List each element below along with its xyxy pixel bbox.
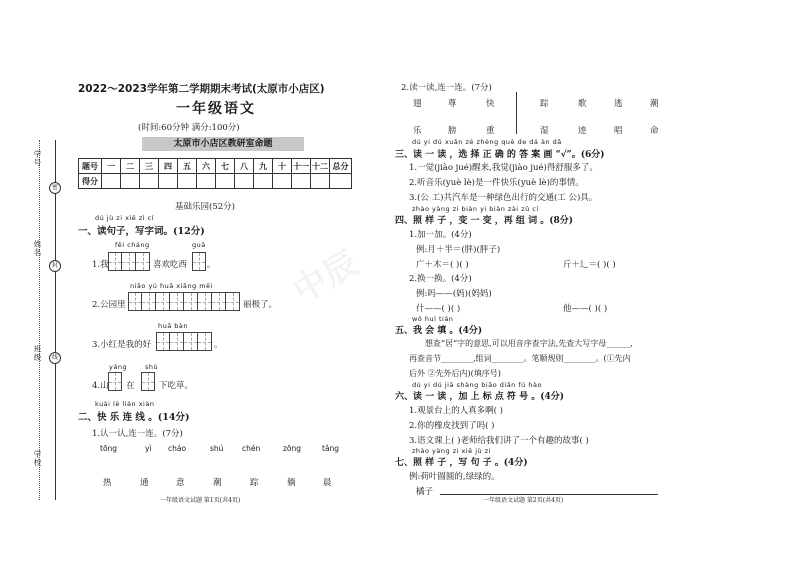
q1-pinyin: dú jù zi xiě zì cí [95, 214, 154, 222]
name-label: 姓名 [33, 240, 42, 257]
word-le: 乐 [413, 126, 422, 136]
score-cell[interactable] [140, 174, 159, 189]
exam-issuer: 太原市小店区教研室命题 [142, 137, 304, 151]
q5-pinyin: wǒ huì tián [412, 315, 454, 323]
score-cell[interactable] [254, 174, 273, 189]
q1-item4-pinyin-a: yáng [109, 363, 128, 371]
pinyin-shu: shú [210, 444, 224, 453]
binding-line [55, 140, 56, 500]
q1-item1-pre: 1.我 [92, 260, 109, 270]
pinyin-yi: yì [145, 444, 152, 453]
char-chen: 晨 [323, 478, 332, 488]
q4-item2-q1[interactable]: 什——( )( ) [416, 304, 461, 314]
q6-title: 六、读 一 读 ，加 上 标 点 符 号 。(4分) [395, 392, 564, 402]
word-ge: 歌 [578, 99, 587, 109]
q4-item2: 2.换一换。(4分) [409, 274, 472, 284]
exam-title: 2022～2023学年第二学期期末考试(太原市小店区) [78, 83, 325, 95]
q6-item2[interactable]: 2.你的橡皮找到了吗( ) [409, 421, 495, 431]
score-label-score: 得分 [79, 174, 102, 189]
score-cell[interactable] [121, 174, 140, 189]
word-zun: 尊 [448, 99, 457, 109]
score-col: 十二 [311, 159, 330, 174]
q2-item1: 1.认一认,连一连。(7分) [92, 429, 183, 439]
q1-item3-pre: 3.小红是我的好 [92, 340, 152, 350]
q7-answer-line[interactable] [440, 485, 658, 495]
q4-item1: 1.加一加。(4分) [409, 230, 472, 240]
word-bang: 膀 [448, 126, 457, 136]
char-tang: 躺 [287, 478, 296, 488]
q3-item3: 3.(公 工)共汽车是一种绿色出行的交通(工 公)具。 [409, 193, 598, 203]
seal-circle-3: 线 [49, 352, 61, 364]
word-ji: 迹 [578, 126, 587, 136]
q1-item3-boxes[interactable] [156, 332, 212, 351]
seal-circle-1: 密 [49, 182, 61, 194]
word-zhong: 重 [486, 126, 495, 136]
q3-pinyin: dú yi dú xuǎn zé zhèng què de dá àn dǎ [412, 138, 562, 146]
word-tao: 逃 [614, 99, 623, 109]
word-chao: 潮 [650, 99, 659, 109]
pinyin-tong: tōng [100, 444, 118, 453]
char-zong: 踪 [250, 478, 259, 488]
q1-item2-end: 丽极了。 [243, 300, 278, 310]
pinyin-chao: cháo [168, 444, 187, 453]
score-col: 四 [159, 159, 178, 174]
exam-subject: 一年级语文 [176, 101, 256, 117]
q1-item4-end: 下吃草。 [159, 381, 194, 391]
student-no-label: 学号 [33, 150, 42, 167]
score-cell[interactable] [273, 174, 292, 189]
q1-item1-mid: 喜欢吃西 [153, 260, 188, 270]
q1-item4-boxes-a[interactable] [108, 372, 122, 391]
word-chang: 唱 [614, 126, 623, 136]
word-ming: 命 [650, 126, 659, 136]
q6-pinyin: dú yi dú jiā shàng biāo diǎn fú hào [412, 381, 542, 389]
q1-item4-pinyin-b: shù [145, 363, 159, 371]
footer-right: 一年级语文试题 第2页(共4页) [483, 497, 564, 504]
q6-item3[interactable]: 3.语文课上( )老师给我们讲了一个有趣的故事( ) [409, 436, 589, 446]
q1-item4-boxes-b[interactable] [141, 372, 155, 391]
score-col: 十 [273, 159, 292, 174]
q7-pinyin: zhào yàng zi xiě jù zi [412, 447, 491, 455]
class-label: 班级 [33, 345, 42, 362]
q1-item2-pre: 2.公园里 [92, 300, 126, 310]
char-chao: 潮 [213, 478, 222, 488]
word-zong: 踪 [540, 99, 549, 109]
watermark: 中辰 [286, 243, 366, 312]
q4-pinyin: zhào yàng zi biàn yi biàn zài zǔ cí [412, 205, 539, 213]
q1-item1-boxes-b[interactable] [192, 252, 206, 271]
q4-item1-q2[interactable]: 斤＋辶＝( )( ) [563, 260, 616, 270]
score-col: 六 [197, 159, 216, 174]
score-row-values [79, 174, 352, 189]
score-row-header [79, 159, 352, 174]
school-label: 学校 [33, 450, 42, 467]
q3-title: 三、读 一 读 ，选 择 正 确 的 答 案 画 “√”。(6分) [395, 150, 605, 160]
q4-item2-example: 例:吗——(妈)(妈妈) [416, 289, 492, 299]
q1-item4-pre: 4.山 [92, 381, 109, 391]
q6-item1[interactable]: 1.观景台上的人真多啊( ) [409, 406, 503, 416]
q2-title: 二、快 乐 连 线 。(14分) [78, 412, 190, 423]
q7-title: 七、照 样 子 ，写 句 子 。(4分) [395, 458, 528, 468]
char-tong: 通 [140, 478, 149, 488]
q5-line2[interactable]: 再查音节________,组词________。笔顺规则________。(①先内 [409, 354, 631, 363]
seal-circle-2: 封 [49, 260, 61, 272]
q1-item3-pinyin: huā bàn [158, 322, 189, 330]
match-divider [516, 92, 517, 134]
section-title: 基础乐园(52分) [175, 202, 235, 212]
q3-item1: 1.一觉(jiào jué)醒来,我觉(jiào jué)得舒服多了。 [409, 163, 598, 173]
q1-item3-end: 。 [214, 340, 223, 350]
char-re: 热 [103, 478, 112, 488]
score-cell[interactable] [292, 174, 311, 189]
q5-line3: 后外 ②先外后内)(填序号) [409, 369, 501, 378]
footer-left: 一年级语文试题 第1页(共4页) [160, 497, 241, 504]
q1-item4-mid: 在 [126, 381, 135, 391]
q1-item1-boxes-a[interactable] [108, 252, 150, 271]
q2-pinyin: kuài lè lián xiàn [95, 400, 155, 408]
q4-title: 四、照 样 子 ，变 一 变 ，再 组 词 。(8分) [395, 216, 573, 226]
score-cell-total[interactable] [330, 174, 352, 189]
score-col: 八 [235, 159, 254, 174]
q2-item2: 2.读一读,连一连。(7分) [401, 83, 492, 93]
q4-item2-q2[interactable]: 他——( )( ) [563, 304, 608, 314]
word-kuai: 快 [486, 99, 495, 109]
q4-item1-q1[interactable]: 广＋木＝( )( ) [416, 260, 469, 270]
score-cell[interactable] [102, 174, 121, 189]
pinyin-tang: tǎng [322, 444, 340, 453]
q1-item2-boxes[interactable] [128, 292, 240, 311]
score-cell[interactable] [178, 174, 197, 189]
q4-item1-example: 例:月＋半＝(胖)(胖子) [416, 245, 501, 255]
char-yi: 意 [176, 478, 185, 488]
word-shi: 湿 [540, 126, 549, 136]
q1-item2-pinyin: niǎo yú huā xiāng měi [130, 282, 213, 290]
score-table [78, 158, 352, 189]
q5-line1[interactable]: 想查“居”字的意思,可以用音序查字法,先查大写字母______, [425, 339, 633, 348]
score-label-number: 题号 [79, 159, 102, 174]
score-cell[interactable] [197, 174, 216, 189]
q7-item1-example: 例:荷叶圆圆的,绿绿的。 [409, 472, 500, 482]
score-col: 一 [102, 159, 121, 174]
q5-title: 五、我 会 填 。(4分) [395, 326, 483, 336]
exam-time: (时间:60分钟 满分:100分) [138, 123, 240, 133]
q1-item1-pinyin-b: guā [192, 241, 206, 249]
q1-item1-end: 。 [207, 260, 216, 270]
score-cell[interactable] [235, 174, 254, 189]
q3-item2: 2.听音乐(yuè lè)是一件快乐(yuè lè)的事情。 [409, 178, 584, 188]
score-col: 十一 [292, 159, 311, 174]
binding-dotted-line [39, 140, 40, 500]
pinyin-chen: chén [242, 444, 261, 453]
q7-item1-label: 橘子 [416, 487, 434, 497]
score-cell[interactable] [311, 174, 330, 189]
pinyin-zong: zōng [283, 444, 302, 453]
score-cell[interactable] [216, 174, 235, 189]
word-chi: 翅 [413, 99, 422, 109]
score-cell[interactable] [159, 174, 178, 189]
score-col: 七 [216, 159, 235, 174]
score-col: 三 [140, 159, 159, 174]
score-col: 九 [254, 159, 273, 174]
score-col: 二 [121, 159, 140, 174]
score-col: 五 [178, 159, 197, 174]
score-total-label: 总分 [330, 159, 352, 174]
q1-title: 一、读句子，写字词。(12分) [78, 226, 205, 237]
q1-item1-pinyin-a: fēi cháng [115, 241, 150, 249]
